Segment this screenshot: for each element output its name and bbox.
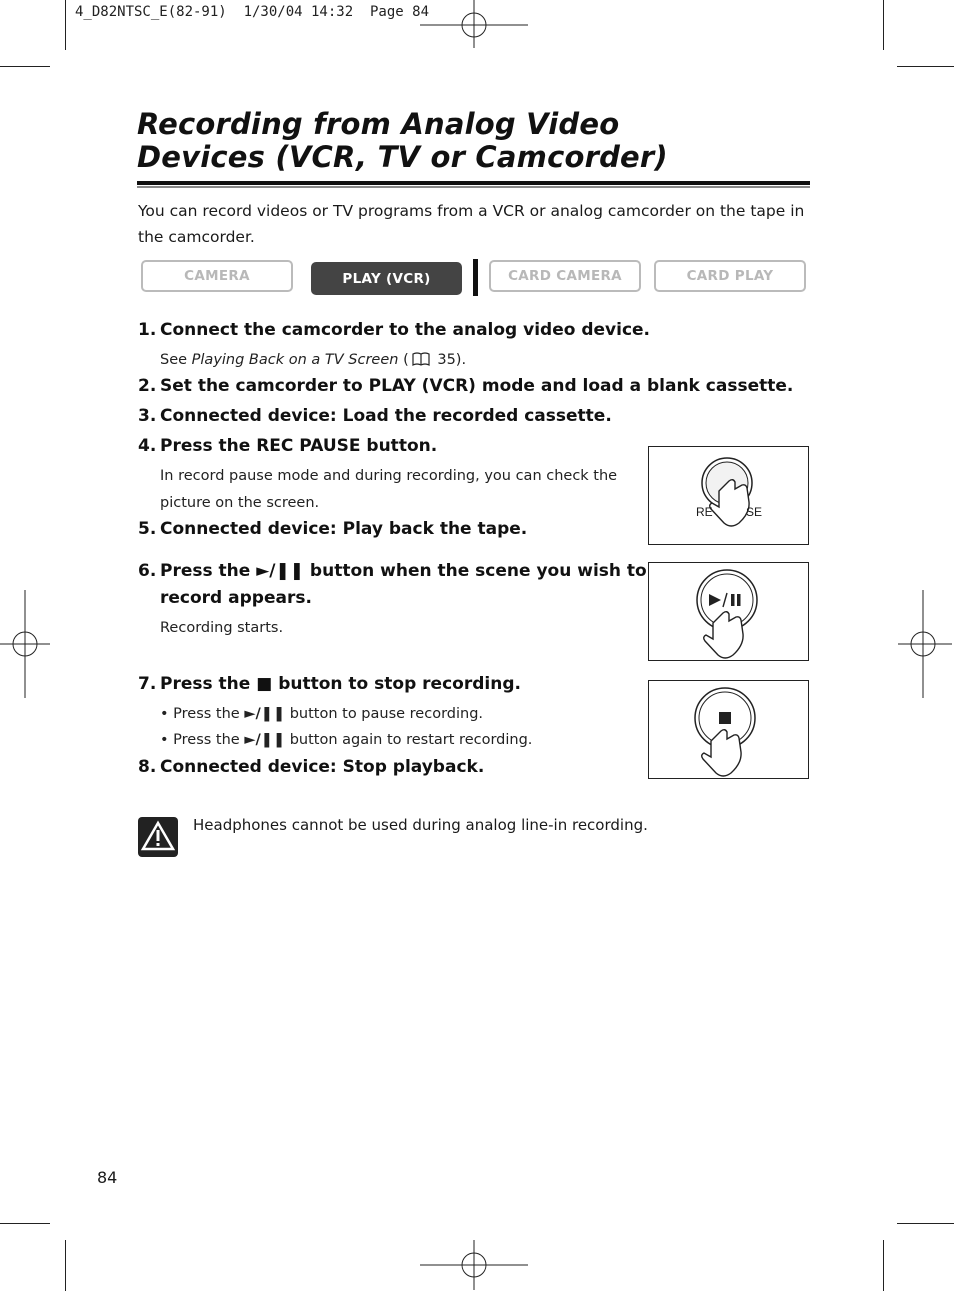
step-2: 2. Set the camcorder to PLAY (VCR) mode and load a blank cassette.	[138, 376, 794, 396]
step-6-line2: record appears.	[160, 588, 312, 608]
step-7-bullet-2: • Press the ►/❚❚ button again to restart recording.	[160, 732, 533, 748]
crop-mark	[0, 1223, 50, 1224]
rec-pause-label-left: RE	[696, 505, 713, 519]
mode-separator	[473, 259, 478, 296]
caution-note: Headphones cannot be used during analog line-in recording.	[193, 816, 648, 834]
mode-card-camera: CARD CAMERA	[489, 260, 641, 292]
caution-icon	[138, 817, 178, 857]
crop-mark	[883, 0, 884, 50]
stop-icon: ■	[256, 674, 273, 694]
title-rule	[137, 181, 810, 185]
cross-reference: Playing Back on a TV Screen	[191, 352, 399, 368]
step-6-note: Recording starts.	[160, 620, 284, 636]
step-4-note-line1: In record pause mode and during recording, you can check the	[160, 468, 618, 484]
crop-mark	[883, 1240, 884, 1291]
crop-mark	[65, 1240, 66, 1291]
crop-mark	[0, 66, 50, 67]
registration-mark-left	[0, 590, 52, 700]
play-pause-icon: ►/❚❚	[256, 561, 304, 581]
mode-play-vcr: PLAY (VCR)	[311, 262, 462, 295]
step-3: 3. Connected device: Load the recorded cassette.	[138, 406, 612, 426]
stop-button-icon	[649, 681, 808, 778]
play-pause-illustration	[648, 562, 809, 661]
page-number: 84	[97, 1168, 118, 1187]
stop-illustration	[648, 680, 809, 779]
mode-camera: CAMERA	[141, 260, 293, 292]
step-7-bullet-1: • Press the ►/❚❚ button to pause recording.	[160, 706, 484, 722]
page-title-line2: Devices (VCR, TV or Camcorder)	[137, 140, 668, 174]
play-pause-icon: ►/❚❚	[244, 732, 286, 748]
step-6: 6. Press the ►/❚❚ button when the scene you wish to	[138, 561, 647, 581]
play-pause-icon: ►/❚❚	[244, 706, 286, 722]
step-5: 5. Connected device: Play back the tape.	[138, 519, 528, 539]
intro-paragraph: You can record videos or TV programs from a VCR or analog camcorder on the tape in the camcorder.	[138, 202, 805, 246]
registration-mark-bottom	[420, 1240, 530, 1291]
step-1-note: See Playing Back on a TV Screen ( 35).	[160, 347, 466, 376]
registration-mark-top	[420, 0, 530, 50]
play-pause-button-icon	[649, 563, 808, 660]
step-7: 7. Press the ■ button to stop recording.	[138, 674, 521, 694]
book-icon	[412, 349, 430, 376]
step-4-note-line2: picture on the screen.	[160, 495, 320, 511]
step-8: 8. Connected device: Stop playback.	[138, 757, 485, 777]
rec-pause-label-right: SE	[746, 505, 763, 519]
page-title-line1: Recording from Analog Video	[137, 107, 620, 141]
title-rule-shadow	[137, 186, 810, 188]
rec-pause-illustration	[648, 446, 809, 545]
crop-mark	[897, 1223, 954, 1224]
mode-card-play: CARD PLAY	[654, 260, 806, 292]
step-1: 1. Connect the camcorder to the analog video device.	[138, 320, 651, 340]
page-title	[137, 108, 817, 174]
crop-mark	[897, 66, 954, 67]
registration-mark-right	[898, 590, 954, 700]
rec-pause-button-icon	[649, 447, 808, 544]
crop-mark	[65, 0, 66, 50]
print-header: 4_D82NTSC_E(82-91) 1/30/04 14:32 Page 84	[75, 4, 430, 20]
step-4: 4. Press the REC PAUSE button.	[138, 436, 438, 456]
